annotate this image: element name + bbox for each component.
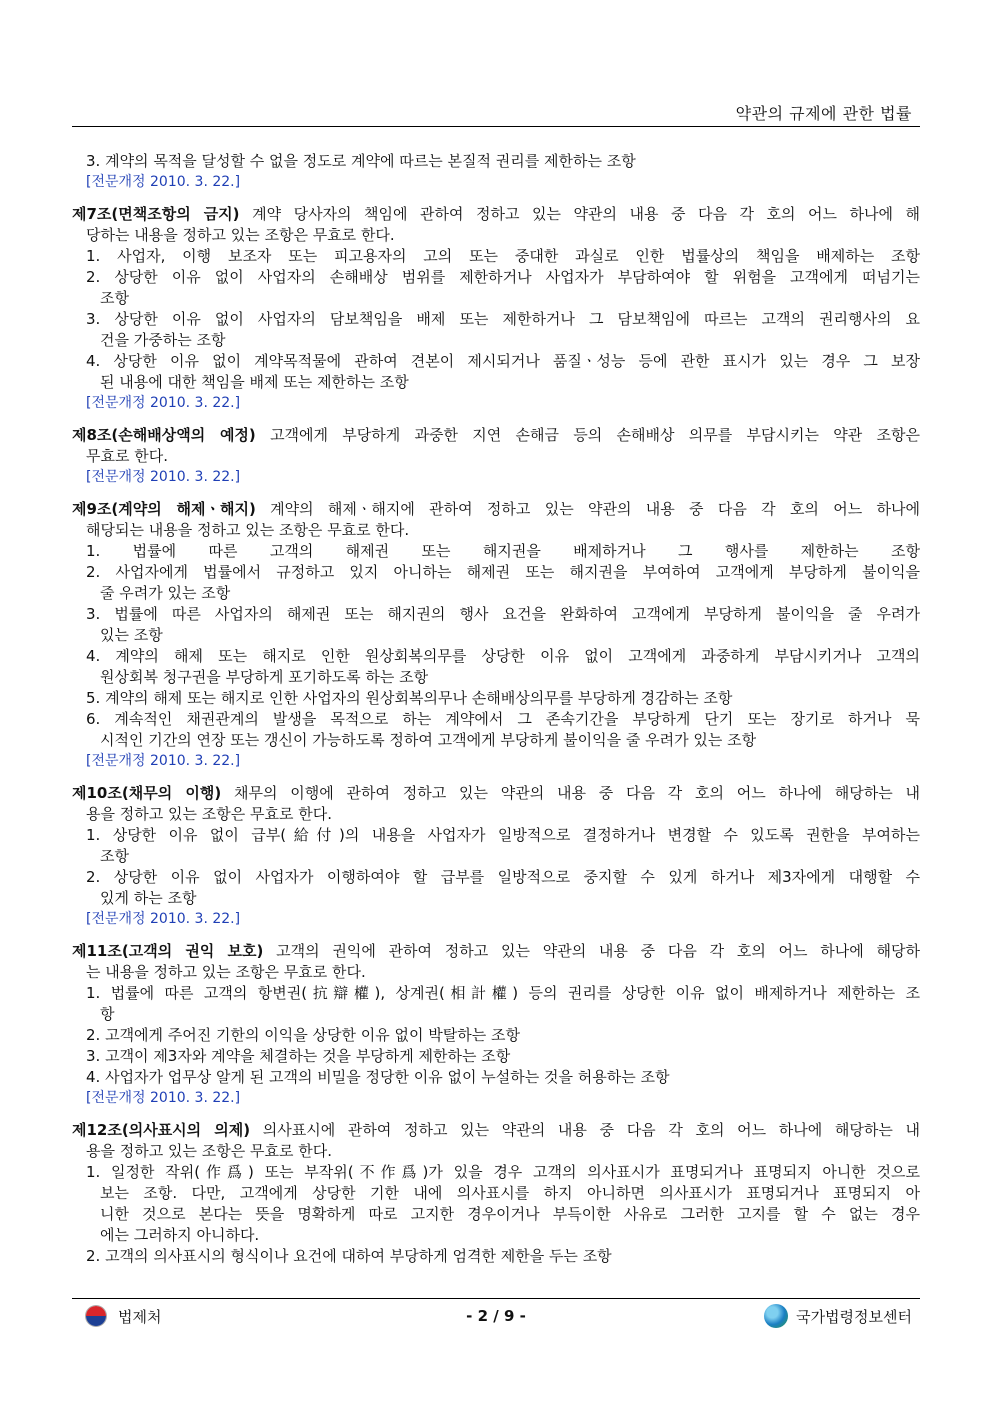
article-heading-line	[72, 1120, 920, 1141]
list-item-continuation: 시적인 기간의 연장 또는 갱신이 가능하도록 정하여 고객에게 부당하게 불이익을 줄 우려가 있는 조항	[100, 731, 757, 749]
article-title[interactable]: 제11조(고객의 권익 보호)	[72, 942, 264, 960]
amendment-note[interactable]: [전문개정 2010. 3. 22.]	[86, 469, 241, 485]
article-text: 의사표시에 관하여 정하고 있는 약관의 내용 중 다음 각 호의 어느 하나에 해당하는 내	[262, 1121, 920, 1139]
article-text: 계약 당사자의 책임에 관하여 정하고 있는 약관의 내용 중 다음 각 호의 어느 하나에 해	[252, 205, 921, 223]
list-item-continuation: 있는 조항	[100, 626, 163, 644]
article-text: 계약의 해제ㆍ해지에 관하여 정하고 있는 약관의 내용 중 다음 각 호의 어느 하나에	[270, 500, 920, 518]
list-item: 4. 계약의 해제 또는 해지로 인한 원상회복의무를 상당한 이유 없이 고객에게 과중하게 부담시키거나 고객의	[86, 647, 920, 665]
article-10	[72, 783, 920, 930]
header-divider	[72, 126, 920, 127]
list-item-continuation: 항	[100, 1005, 115, 1023]
list-item-continuation: 줄 우려가 있는 조항	[100, 584, 231, 602]
article-text: 고객의 권익에 관하여 정하고 있는 약관의 내용 중 다음 각 호의 어느 하나에 해당하	[276, 942, 920, 960]
list-item: 6. 계속적인 채권관계의 발생을 목적으로 하는 계약에서 그 존속기간을 부당하게 단기 또는 장기로 하거나 묵	[86, 710, 920, 728]
list-item: 4. 사업자가 업무상 알게 된 고객의 비밀을 정당한 이유 없이 누설하는 것을 허용하는 조항	[86, 1068, 670, 1086]
document-body	[72, 151, 920, 1267]
list-item: 3. 상당한 이유 없이 사업자의 담보책임을 배제 또는 제한하거나 그 담보책임에 따르는 고객의 권리행사의 요	[86, 310, 920, 328]
article-text: 당하는 내용을 정하고 있는 조항은 무효로 한다.	[86, 226, 395, 244]
list-item-continuation: 원상회복 청구권을 부당하게 포기하도록 하는 조항	[100, 668, 429, 686]
amendment-note[interactable]: [전문개정 2010. 3. 22.]	[86, 174, 241, 190]
footer-divider	[72, 1298, 920, 1299]
list-item: 3. 고객이 제3자와 계약을 체결하는 것을 부당하게 제한하는 조항	[86, 1047, 511, 1065]
list-item: 2. 사업자에게 법률에서 규정하고 있지 아니하는 해제권 또는 해지권을 부여하여 고객에게 부당하게 불이익을	[86, 563, 920, 581]
list-item-continuation: 있게 하는 조항	[100, 889, 197, 907]
list-item: 3. 법률에 따른 사업자의 해제권 또는 해지권의 행사 요건을 완화하여 고객에게 부당하게 불이익을 줄 우려가	[86, 605, 920, 623]
article-8	[72, 425, 920, 488]
article-text: 해당되는 내용을 정하고 있는 조항은 무효로 한다.	[86, 521, 410, 539]
list-item-continuation: 건을 가중하는 조항	[100, 331, 226, 349]
article-heading-line	[72, 941, 920, 962]
article-7	[72, 204, 920, 414]
footer-source	[764, 1303, 912, 1329]
document-title: 약관의 규제에 관한 법률	[735, 104, 912, 123]
list-item-continuation: 에는 그러하지 아니하다.	[100, 1226, 260, 1244]
article-text: 채무의 이행에 관하여 정하고 있는 약관의 내용 중 다음 각 호의 어느 하나에 해당하는 내	[234, 784, 920, 802]
list-item-continuation: 보는 조항. 다만, 고객에게 상당한 기한 내에 의사표시를 하지 아니하면 의사표시가 표명되거나 표명되지 아	[100, 1184, 920, 1202]
amendment-note[interactable]: [전문개정 2010. 3. 22.]	[86, 395, 241, 411]
source-name: 국가법령정보센터	[796, 1307, 912, 1326]
list-item: 1. 상당한 이유 없이 급부(給付)의 내용을 사업자가 일방적으로 결정하거나 변경할 수 있도록 권한을 부여하는	[86, 826, 920, 844]
article-title[interactable]: 제10조(채무의 이행)	[72, 784, 222, 802]
amendment-note[interactable]: [전문개정 2010. 3. 22.]	[86, 911, 241, 927]
article-title[interactable]: 제7조(면책조항의 금지)	[72, 205, 240, 223]
article-heading-line	[72, 783, 920, 804]
amendment-note[interactable]: [전문개정 2010. 3. 22.]	[86, 753, 241, 769]
amendment-note[interactable]: [전문개정 2010. 3. 22.]	[86, 1090, 241, 1106]
article-title[interactable]: 제9조(계약의 해제ㆍ해지)	[72, 500, 256, 518]
list-item: 2. 상당한 이유 없이 사업자의 손해배상 범위를 제한하거나 사업자가 부담하여야 할 위험을 고객에게 떠넘기는	[86, 268, 920, 286]
list-item-continuation: 조항	[100, 847, 129, 865]
list-item: 2. 상당한 이유 없이 사업자가 이행하여야 할 급부를 일방적으로 중지할 수 있게 하거나 제3자에게 대행할 수	[86, 868, 920, 886]
article-title[interactable]: 제8조(손해배상액의 예정)	[72, 426, 256, 444]
list-item: 2. 고객의 의사표시의 형식이나 요건에 대하여 부당하게 엄격한 제한을 두는 조항	[86, 1247, 612, 1265]
publisher-name: 법제처	[118, 1307, 162, 1326]
article-text: 용을 정하고 있는 조항은 무효로 한다.	[86, 1142, 332, 1160]
article-12	[72, 1120, 920, 1267]
list-item: 3. 계약의 목적을 달성할 수 없을 정도로 계약에 따르는 본질적 권리를 제한하는 조항	[86, 152, 636, 170]
list-item: 4. 상당한 이유 없이 계약목적물에 관하여 견본이 제시되거나 품질ㆍ성능 등에 관한 표시가 있는 경우 그 보장	[86, 352, 920, 370]
article-11	[72, 941, 920, 1109]
page-number: - 2 / 9 -	[466, 1307, 526, 1325]
article-heading-line	[72, 425, 920, 446]
list-item-continuation: 조항	[100, 289, 129, 307]
article-heading-line	[72, 204, 920, 225]
article-9	[72, 499, 920, 772]
list-item-continuation: 된 내용에 대한 책임을 배제 또는 제한하는 조항	[100, 373, 409, 391]
list-item: 1. 사업자, 이행 보조자 또는 피고용자의 고의 또는 중대한 과실로 인한 법률상의 책임을 배제하는 조항	[86, 247, 920, 265]
article-text: 고객에게 부당하게 과중한 지연 손해금 등의 손해배상 의무를 부담시키는 약관 조항은	[270, 426, 920, 444]
article-text: 용을 정하고 있는 조항은 무효로 한다.	[86, 805, 332, 823]
list-item: 5. 계약의 해제 또는 해지로 인한 사업자의 원상회복의무나 손해배상의무를 부당하게 경감하는 조항	[86, 689, 733, 707]
article-heading-line	[72, 499, 920, 520]
article-title[interactable]: 제12조(의사표시의 의제)	[72, 1121, 251, 1139]
list-item: 2. 고객에게 주어진 기한의 이익을 상당한 이유 없이 박탈하는 조항	[86, 1026, 520, 1044]
list-item: 1. 법률에 따른 고객의 해제권 또는 해지권을 배제하거나 그 행사를 제한하는 조항	[86, 542, 920, 560]
article-text: 무효로 한다.	[86, 447, 168, 465]
list-item-continuation: 니한 것으로 본다는 뜻을 명확하게 따로 고지한 경우이거나 부득이한 사유로 그러한 고지를 할 수 없는 경우	[100, 1205, 920, 1223]
law-center-logo-icon	[764, 1304, 788, 1328]
list-item: 1. 일정한 작위(作爲) 또는 부작위(不作爲)가 있을 경우 고객의 의사표시가 표명되거나 표명되지 아니한 것으로	[86, 1163, 920, 1181]
article-text: 는 내용을 정하고 있는 조항은 무효로 한다.	[86, 963, 366, 981]
list-item: 1. 법률에 따른 고객의 항변권(抗辯權), 상계권(相計權) 등의 권리를 상당한 이유 없이 배제하거나 제한하는 조	[86, 984, 920, 1002]
